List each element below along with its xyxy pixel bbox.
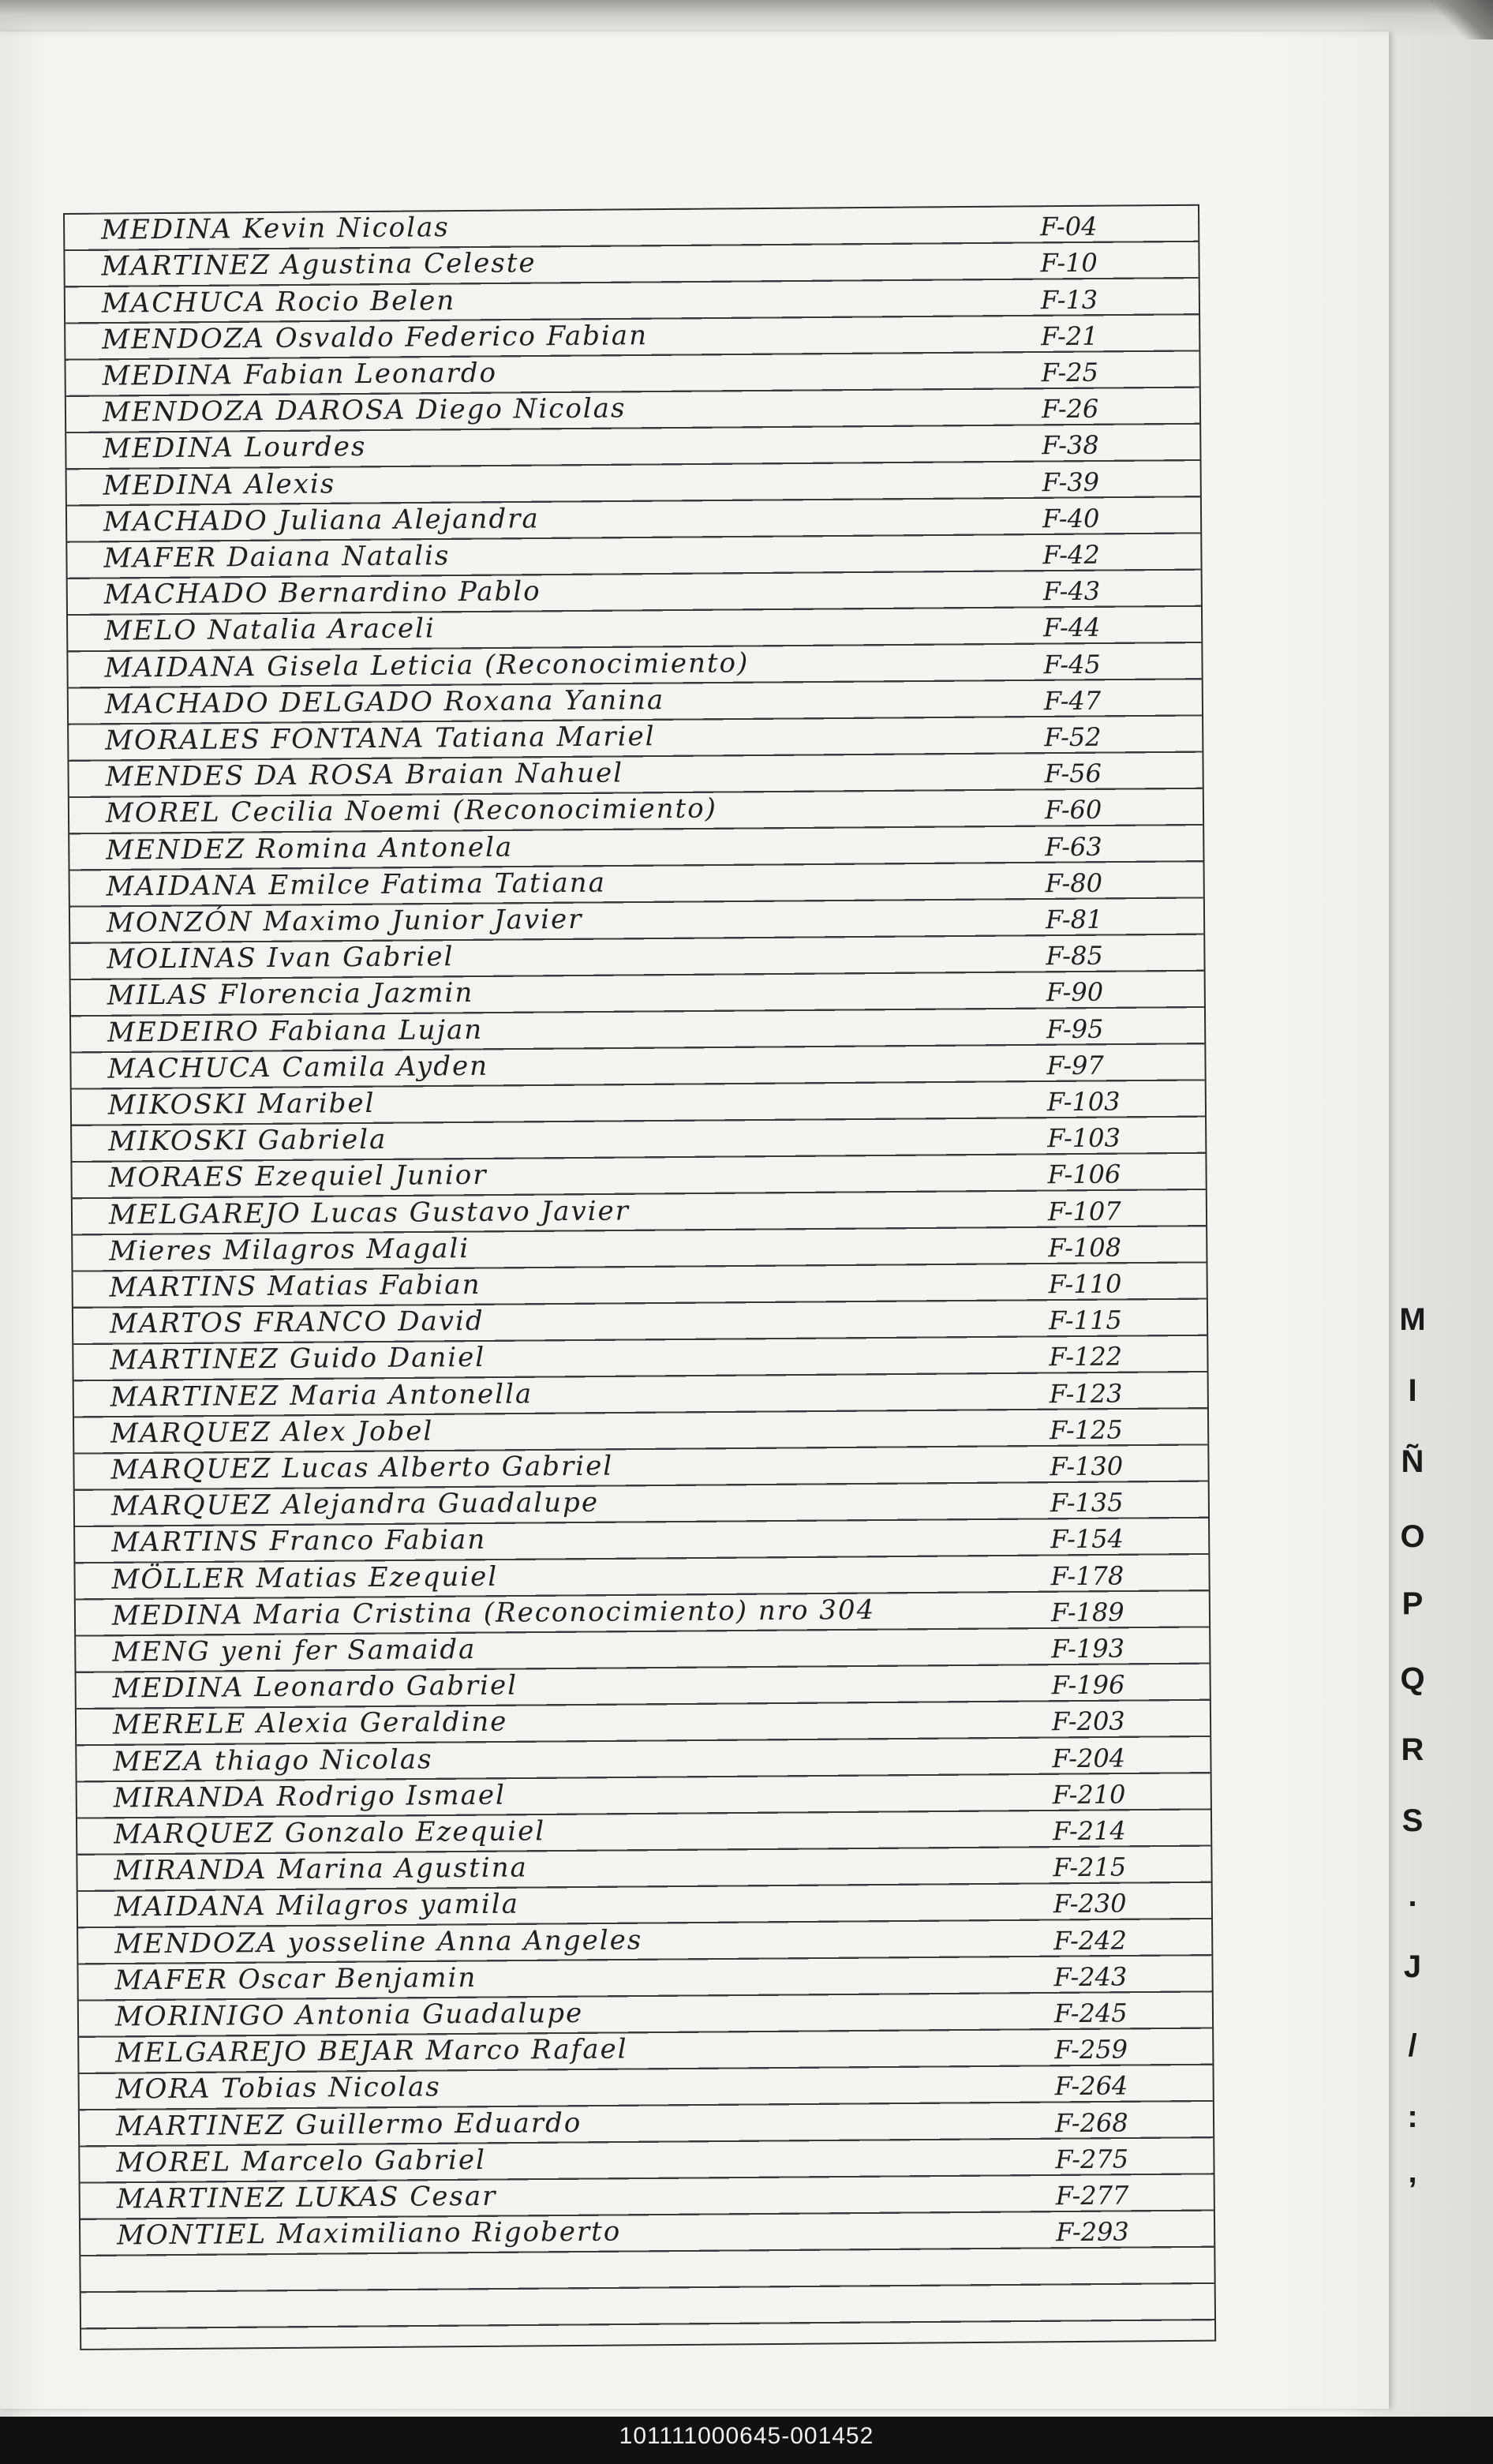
entry-name: MEDINA Alexis: [103, 467, 336, 502]
entry-name: MARTINEZ LUKAS Cesar: [116, 2180, 497, 2215]
entry-folio: F-245: [1053, 1998, 1128, 2029]
entry-name: MARTINEZ Agustina Celeste: [101, 247, 537, 283]
ledger-table: [63, 204, 1216, 2350]
entry-folio: F-125: [1050, 1414, 1123, 1446]
entry-folio: F-108: [1048, 1232, 1122, 1264]
entry-name: MARTINS Franco Fabian: [111, 1524, 487, 1559]
entry-folio: F-97: [1046, 1050, 1104, 1081]
entry-folio: F-264: [1054, 2070, 1128, 2102]
entry-name: MARQUEZ Gonzalo Ezequiel: [113, 1815, 546, 1851]
entry-folio: F-81: [1045, 904, 1103, 935]
entry-folio: F-189: [1050, 1597, 1124, 1628]
entry-folio: F-204: [1052, 1743, 1126, 1773]
index-tab-letter: /: [1408, 2028, 1417, 2063]
scan-id-label: 101111000645-001452: [619, 2423, 874, 2449]
entry-folio: F-130: [1050, 1451, 1124, 1482]
entry-name: MONTIEL Maximiliano Rigoberto: [116, 2215, 622, 2252]
entry-name: MORALES FONTANA Tatiana Mariel: [105, 721, 656, 757]
entry-name: MORINIGO Antonia Guadalupe: [114, 1997, 584, 2033]
index-tab-letter: .: [1408, 1878, 1417, 1913]
entry-folio: F-215: [1053, 1852, 1127, 1883]
entry-name: MIRANDA Marina Agustina: [114, 1852, 528, 1887]
entry-name: MORA Tobias Nicolas: [115, 2071, 441, 2106]
entry-name: MEDINA Lourdes: [103, 431, 367, 465]
entry-folio: F-40: [1042, 503, 1100, 534]
entry-folio: F-275: [1055, 2144, 1129, 2174]
entry-folio: F-45: [1043, 649, 1101, 680]
entry-name: MARTOS FRANCO David: [109, 1305, 485, 1340]
entry-name: MORAES Ezequiel Junior: [108, 1159, 488, 1194]
entry-name: MÖLLER Matias Ezequiel: [111, 1560, 499, 1596]
entry-name: MAFER Oscar Benjamin: [114, 1961, 477, 1997]
index-tab-letter: M: [1399, 1302, 1426, 1337]
entry-folio: F-110: [1048, 1268, 1122, 1300]
entry-name: MIKOSKI Gabriela: [108, 1124, 387, 1158]
entry-folio: F-154: [1050, 1523, 1124, 1555]
index-tab-letter: O: [1400, 1519, 1425, 1554]
entry-name: MENDEZ Romina Antonela: [106, 831, 514, 867]
entry-folio: F-13: [1040, 284, 1098, 315]
entry-name: MEDEIRO Fabiana Lujan: [107, 1013, 484, 1049]
index-tab-letter: :: [1407, 2099, 1418, 2134]
entry-folio: F-60: [1044, 795, 1102, 826]
entry-name: MEDINA Leonardo Gabriel: [112, 1669, 518, 1705]
entry-folio: F-21: [1041, 320, 1098, 352]
ledger-page: [0, 32, 1389, 2409]
index-tab-letter: S: [1401, 1803, 1424, 1838]
entry-folio: F-90: [1046, 977, 1104, 1008]
entry-folio: F-63: [1045, 831, 1102, 862]
entry-name: MEZA thiago Nicolas: [113, 1743, 433, 1778]
entry-name: MARQUEZ Alejandra Guadalupe: [110, 1486, 600, 1522]
entry-folio: F-242: [1053, 1925, 1128, 1956]
entry-name: MERELE Alexia Geraldine: [112, 1706, 508, 1741]
entry-folio: F-44: [1043, 612, 1101, 643]
entry-name: MAIDANA Gisela Leticia (Reconocimiento): [104, 646, 750, 684]
entry-name: MEDINA Fabian Leonardo: [102, 357, 498, 392]
entry-name: MAIDANA Milagros yamila: [114, 1888, 520, 1923]
entry-folio: F-193: [1051, 1633, 1125, 1665]
entry-name: MARQUEZ Lucas Alberto Gabriel: [110, 1450, 614, 1486]
entry-name: MENG yeni fer Samaida: [112, 1633, 477, 1668]
entry-folio: F-214: [1052, 1815, 1126, 1847]
entry-name: MELGAREJO BEJAR Marco Rafael: [115, 2033, 628, 2069]
entry-folio: F-122: [1049, 1341, 1123, 1372]
index-tab-letter: Ñ: [1401, 1444, 1424, 1479]
entry-name: MACHADO Bernardino Pablo: [103, 575, 541, 611]
index-tab-letter: P: [1401, 1586, 1424, 1621]
entry-folio: F-230: [1053, 1888, 1127, 1919]
index-tab-letter: ,: [1408, 2155, 1417, 2189]
entry-folio: F-107: [1047, 1196, 1121, 1226]
entry-folio: F-26: [1041, 393, 1099, 425]
entry-folio: F-123: [1049, 1378, 1123, 1409]
entry-name: MENDES DA ROSA Braian Nahuel: [105, 757, 624, 793]
index-tab-letter: I: [1408, 1373, 1417, 1408]
index-tab-letter: Q: [1400, 1661, 1425, 1696]
entry-name: MACHUCA Camila Ayden: [107, 1050, 489, 1085]
entry-folio: F-259: [1054, 2034, 1128, 2065]
ledger-row: [80, 2211, 1214, 2256]
entry-name: MIKOSKI Maribel: [107, 1087, 376, 1122]
entry-folio: F-80: [1045, 867, 1103, 899]
entry-name: MACHUCA Rocio Belen: [101, 284, 456, 320]
entry-folio: F-25: [1041, 357, 1099, 388]
index-tab-letter: J: [1403, 1949, 1422, 1984]
entry-name: MEDINA Maria Cristina (Reconocimiento) nro 304: [111, 1593, 876, 1632]
entry-folio: F-243: [1053, 1961, 1128, 1992]
page-top-shadow: [0, 0, 1493, 38]
entry-folio: F-203: [1051, 1706, 1125, 1737]
entry-folio: F-85: [1046, 940, 1103, 972]
entry-folio: F-196: [1051, 1669, 1125, 1701]
entry-name: MOLINAS Ivan Gabriel: [107, 941, 455, 975]
entry-folio: F-42: [1042, 539, 1100, 571]
entry-name: MILAS Florencia Jazmin: [107, 977, 474, 1012]
entry-name: MARTINEZ Maria Antonella: [110, 1377, 533, 1414]
entry-folio: F-103: [1047, 1122, 1121, 1154]
entry-name: MELO Natalia Araceli: [104, 612, 436, 647]
entry-name: MELGAREJO Lucas Gustavo Javier: [108, 1194, 631, 1231]
entry-name: MACHADO DELGADO Roxana Yanina: [104, 683, 665, 721]
index-tab-letter: R: [1401, 1732, 1424, 1767]
entry-folio: F-268: [1054, 2107, 1128, 2138]
entry-name: MENDOZA yosseline Anna Angeles: [114, 1923, 643, 1960]
entry-name: MENDOZA DAROSA Diego Nicolas: [102, 392, 627, 429]
entry-folio: F-10: [1040, 248, 1098, 279]
entry-folio: F-95: [1046, 1013, 1104, 1044]
entry-folio: F-04: [1040, 211, 1098, 242]
entry-folio: F-56: [1044, 758, 1102, 789]
entry-name: MAFER Daiana Natalis: [103, 540, 451, 575]
entry-folio: F-39: [1042, 466, 1100, 497]
entry-folio: F-277: [1055, 2180, 1129, 2211]
entry-name: MEDINA Kevin Nicolas: [101, 212, 450, 246]
entry-name: MOREL Marcelo Gabriel: [116, 2144, 487, 2179]
entry-folio: F-52: [1044, 721, 1102, 753]
entry-folio: F-178: [1050, 1560, 1124, 1591]
entry-folio: F-115: [1048, 1305, 1122, 1336]
entry-name: MENDOZA Osvaldo Federico Fabian: [102, 319, 649, 356]
entry-folio: F-293: [1055, 2216, 1129, 2248]
entry-name: MARTINS Matias Fabian: [109, 1268, 481, 1304]
entry-folio: F-47: [1043, 685, 1102, 717]
entry-name: MARTINEZ Guillermo Eduardo: [115, 2106, 582, 2143]
entry-name: MARQUEZ Alex Jobel: [110, 1415, 434, 1450]
entry-name: MAIDANA Emilce Fatima Tatiana: [106, 867, 607, 903]
entry-name: MOREL Cecilia Noemi (Reconocimiento): [105, 792, 718, 829]
entry-name: MONZÓN Maximo Junior Javier: [106, 903, 583, 939]
entry-folio: F-38: [1042, 430, 1099, 461]
entry-name: MIRANDA Rodrigo Ismael: [113, 1779, 507, 1814]
entry-folio: F-210: [1052, 1779, 1126, 1810]
entry-name: MARTINEZ Guido Daniel: [110, 1342, 486, 1376]
entry-name: MACHADO Juliana Alejandra: [103, 503, 540, 538]
entry-folio: F-106: [1047, 1159, 1121, 1190]
entry-folio: F-135: [1050, 1487, 1124, 1518]
entry-folio: F-43: [1042, 575, 1101, 607]
entry-name: Mieres Milagros Magali: [109, 1232, 470, 1268]
page-corner: [1430, 0, 1493, 39]
entry-folio: F-103: [1046, 1086, 1121, 1118]
